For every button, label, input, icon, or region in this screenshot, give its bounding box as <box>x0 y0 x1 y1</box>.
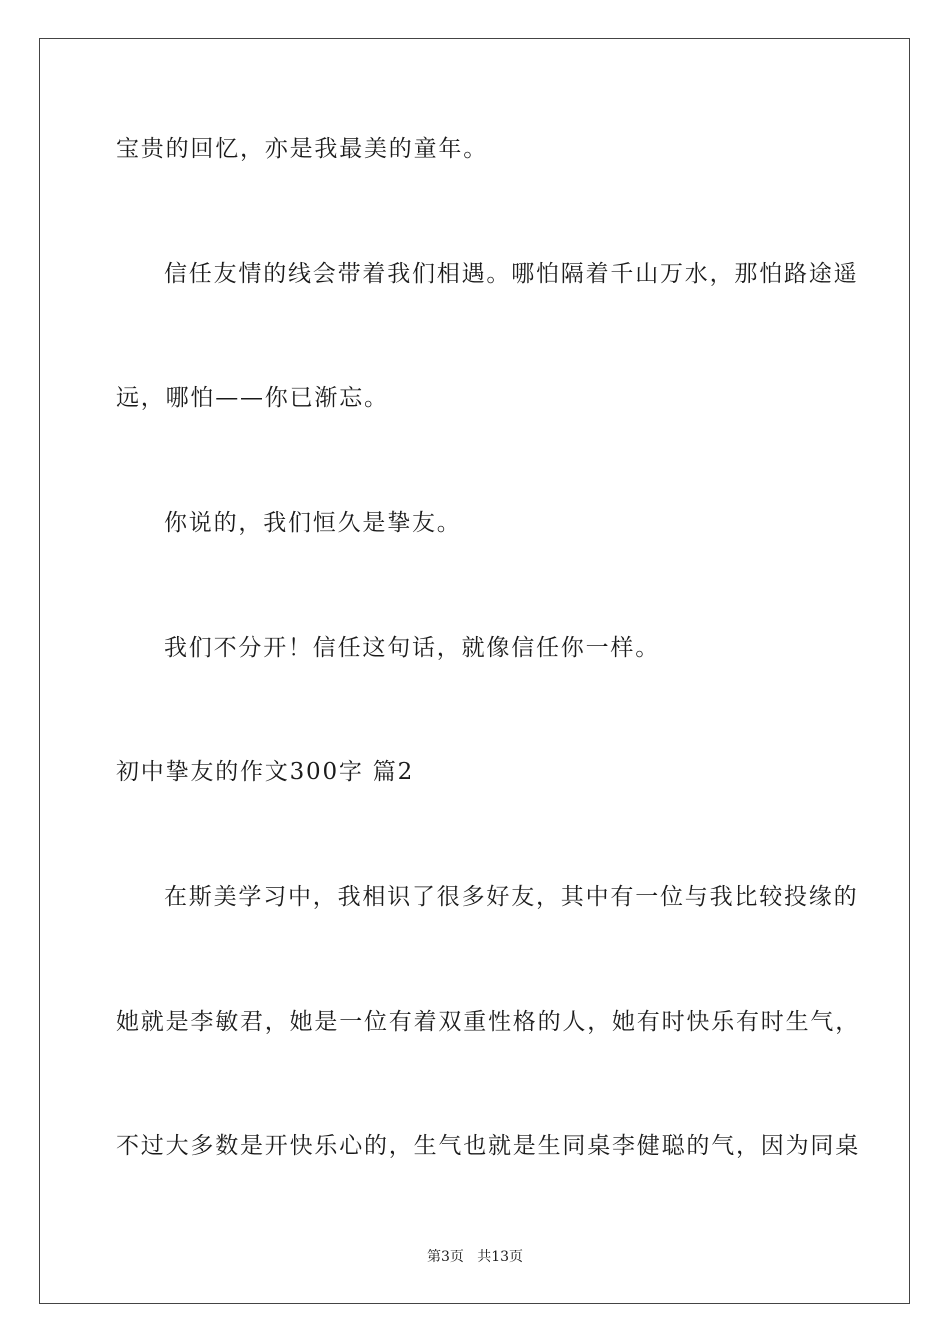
paragraph-line-8: 不过大多数是开快乐心的，生气也就是生同桌李健聪的气，因为同桌 <box>116 1133 860 1159</box>
paragraph-line-2: 信任友情的线会带着我们相遇。哪怕隔着千山万水，那怕路途遥 <box>164 261 859 287</box>
paragraph-line-4: 你说的，我们恒久是挚友。 <box>164 510 462 536</box>
section-heading: 初中挚友的作文300字 篇2 <box>116 759 415 785</box>
paragraph-line-6: 在斯美学习中，我相识了很多好友，其中有一位与我比较投缘的 <box>164 884 859 910</box>
paragraph-line-3: 远，哪怕——你已渐忘。 <box>116 385 389 411</box>
page-number-footer: 第3页 共13页 <box>426 1249 524 1265</box>
paragraph-line-7: 她就是李敏君，她是一位有着双重性格的人，她有时快乐有时生气， <box>116 1009 860 1035</box>
paragraph-line-5: 我们不分开！信任这句话，就像信任你一样。 <box>164 635 660 661</box>
paragraph-line-1: 宝贵的回忆，亦是我最美的童年。 <box>116 136 488 162</box>
page-border <box>39 38 910 1304</box>
